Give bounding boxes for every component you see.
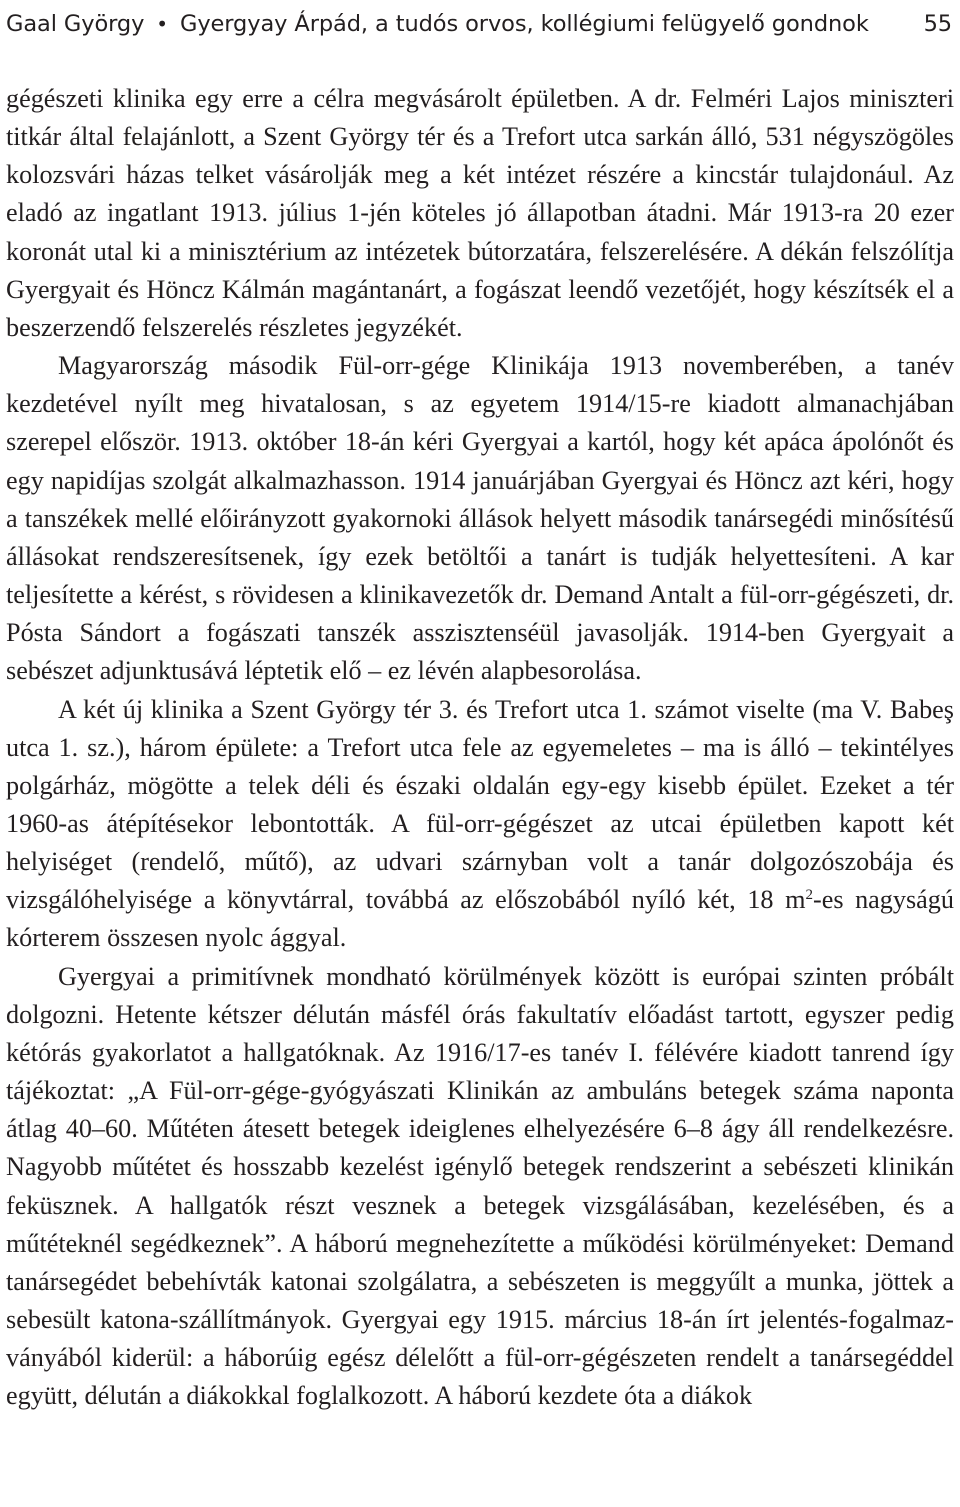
paragraph-3-text: A két új klinika a Szent György tér 3. és Trefort utca 1. számot viselte (ma V. Babeş utca 1. sz.), három épülete: a Trefort utca fele az egyemeletes – ma is álló – tekintélyes polgárház, mögötte a telek déli és északi oldalán egy-egy kisebb épület. Ezeket a tér 1960-as átépítésekor lebontották. A fül-orr-gégészet az utcai épületben kapott két helyiséget (rendelő, műtő), az udvari szárnyban volt a tanár dolgozószobája és vizsgálóhelyisége a könyvtárral, továbbá az előszobából nyíló két, 18 m [6, 694, 954, 915]
paragraph-1: gégészeti klinika egy erre a célra megvásárolt épületben. A dr. Felméri Lajos miniszteri titkár által felajánlott, a Szent György tér és a Trefort utca sarkán álló, 531 négyszögöles kolozsvári házas telket vásárolják meg a két intézet részére a kincstár tulajdonául. Az eladó az ingatlant 1913. július 1-jén köteles jó állapotban átadni. Már 1913-ra 20 ezer koronát utal ki a minisztérium az intézetek bútorzatára, felszerelésére. A dékán felszólítja Gyergyait és Höncz Kálmán magántanárt, a fogászat leendő vezetőjét, hogy készítsék el a beszerzendő felszerelés részletes jegyzékét. [6, 84, 954, 342]
paragraph-3-text-end: -es nagyságú kórterem összesen nyolc ággyal. [6, 885, 954, 953]
header-authors: Gaal György [6, 11, 145, 37]
page-number: 55 [923, 11, 952, 37]
running-header [6, 4, 952, 44]
paragraph-4: Gyergyai a primitívnek mondható körülmények között is európai szinten próbált dolgozni. Hetente kétszer délután másfél órás fakultatív előadást tartott, egyszer pedig kétórás gyakorlatot a hallgatóknak. Az 1916/17-es tanév I. félévére kiadott tanrend így tájékoztat: „A Fül-orr-gége-gyógyászati Klinikán az ambuláns betegek száma naponta átlag 40–60. Műtéten átesett betegek ideiglenes elhelyezésére 6–8 ágy áll rendelkezésre. Nagyobb műtétet és hosszabb kezelést igénylő betegek rendszerint a sebészeti klinikán feküsznek. A hallgatók részt vesznek a betegek vizsgálásában, kezelésében, és a műtéteknél segédkeznek”. A háború megnehezítette a működési körülményeket: Demand tanársegédet bebehívták katonai szolgálatra, a sebészeten is meggyűlt a munka, jöttek a sebesült katona-szállítmányok. Gyergyai egy 1915. március 18-án írt jelentés-fogalmazványából kiderül: a háborúig egész délelőtt a fül-orr-gégészeten rendelt a tanársegéddel együtt, délután a diákokkal foglalkozott. A háború kezdete óta a diákok [6, 961, 954, 1411]
body-text [6, 80, 954, 1415]
superscript-2: 2 [805, 887, 813, 904]
header-separator: • [156, 12, 168, 36]
header-title: Gyergyay Árpád, a tudós orvos, kollégiumi felügyelő gondnok [180, 11, 869, 37]
paragraph-2: Magyarország második Fül-orr-gége Klinikája 1913 novemberében, a tanév kezdetével nyílt meg hivatalosan, s az egyetem 1914/15-re kiadott almanachjában szerepel először. 1913. október 18-án kéri Gyergyai a kartól, hogy két apáca ápolónőt és egy napidíjas szolgát alkalmazhasson. 1914 januárjában Gyergyai és Höncz azt kéri, hogy a tanszékek mellé előirányzott gyakornoki állások helyett második tanársegédi minősítésű állásokat rendszeresítsenek, így ezek betöltői a tanárt is tudják helyettesíteni. A kar teljesítette a kérést, s rövidesen a klinikavezetők dr. Demand Antalt a fül-orr-gégészeti, dr. Pósta Sándort a fogászati tanszék asszisztenséül javasolják. 1914-ben Gyergyait a sebészet adjunktusává léptetik elő – ez lévén alapbesorolása. [6, 351, 954, 686]
paragraph-3 [6, 691, 954, 958]
